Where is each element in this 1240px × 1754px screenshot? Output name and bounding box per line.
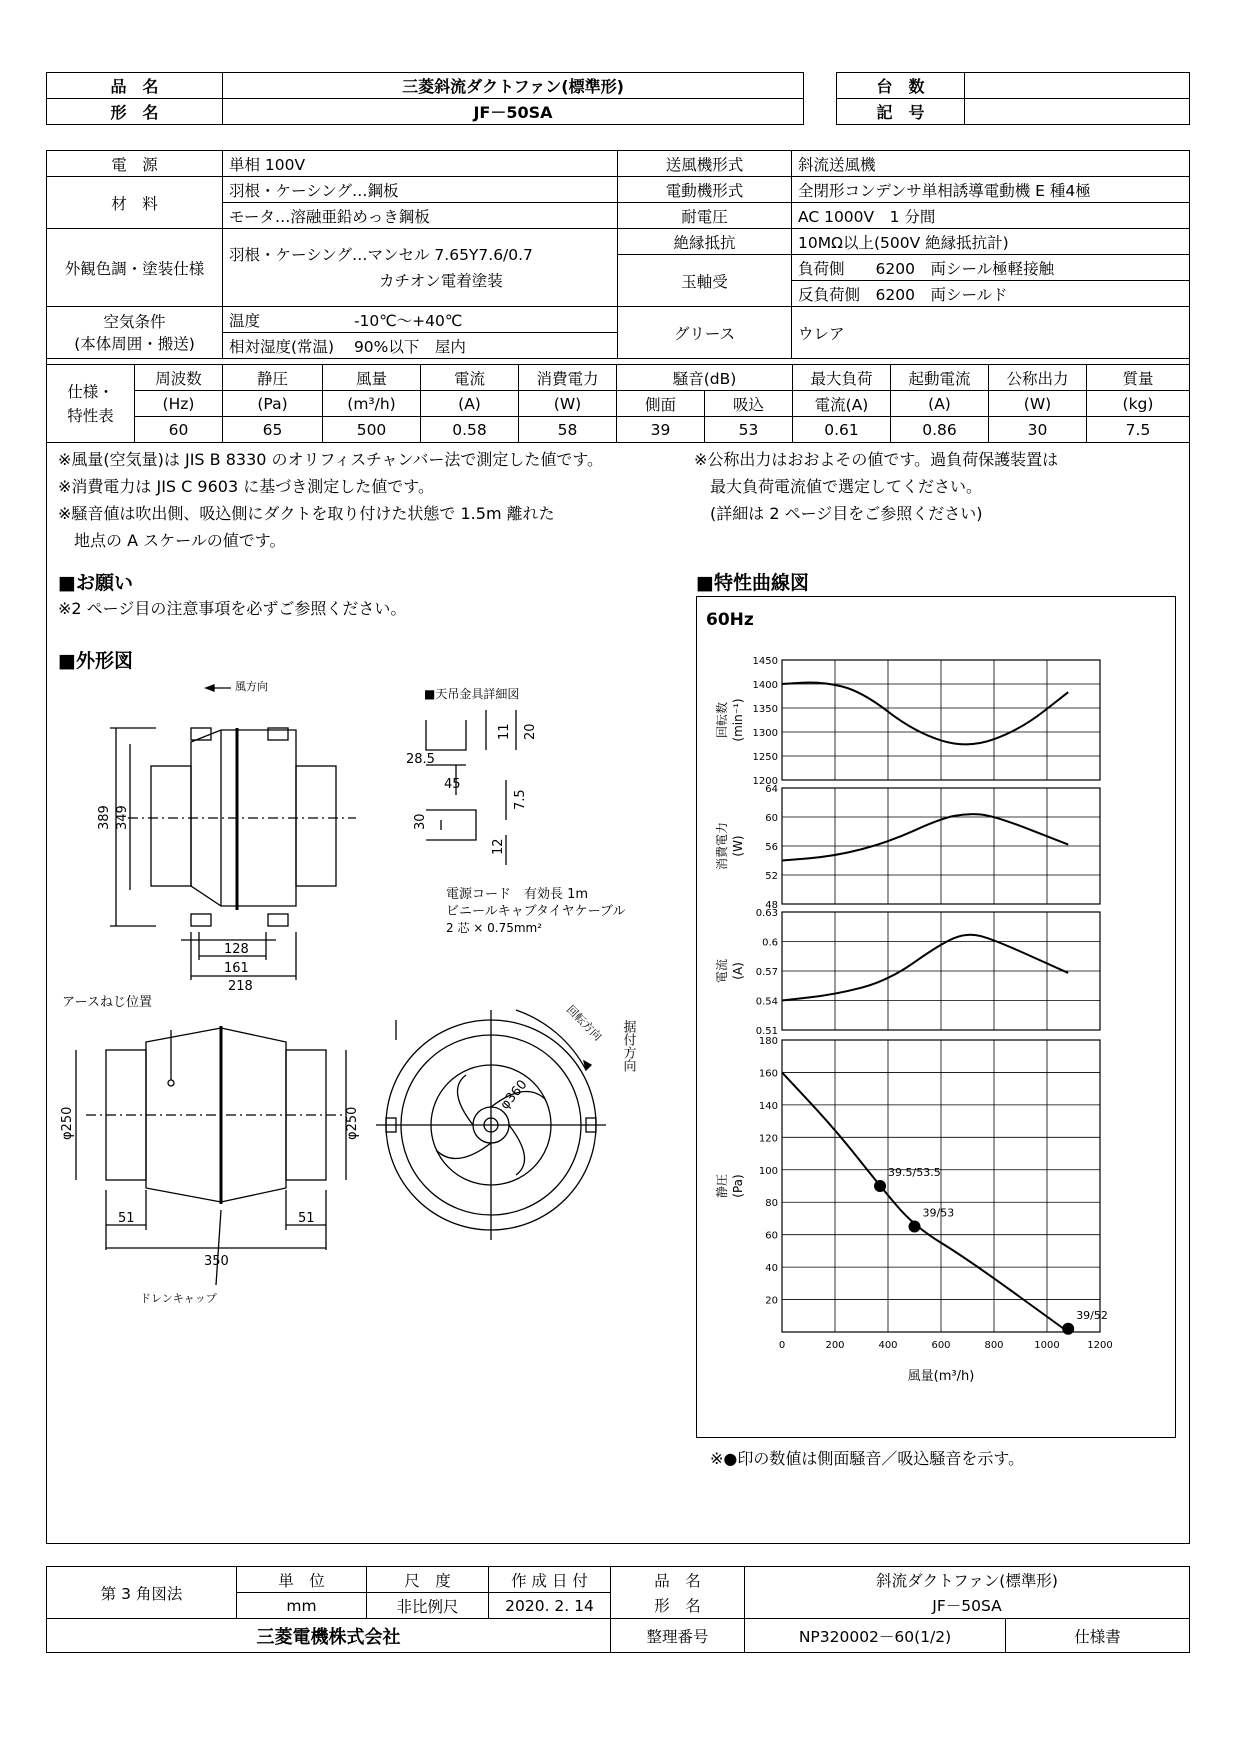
color-2: カチオン電着塗装	[379, 271, 503, 290]
hdr-startcurrent: 起動電流	[891, 365, 989, 391]
hdr-pressure: 静圧	[223, 365, 323, 391]
dim-51-right: 51	[298, 1211, 315, 1226]
series-line-電流	[782, 935, 1068, 1001]
motor-label: 電動機形式	[618, 177, 792, 203]
y-tick-label: 0.51	[755, 1026, 778, 1037]
note-right-3: (詳細は 2 ページ目をご参照ください)	[694, 504, 983, 523]
blower-label: 送風機形式	[618, 151, 792, 177]
air-label-1: 空気条件	[103, 312, 166, 331]
voltage-label: 耐電圧	[618, 203, 792, 229]
val-noise-intake: 53	[705, 417, 793, 443]
date-value: 2020. 2. 14	[489, 1593, 611, 1619]
y-tick-label: 40	[765, 1263, 778, 1275]
x-tick-label: 0	[778, 1340, 786, 1351]
val-noise-side: 39	[617, 417, 705, 443]
insulation-value: 10MΩ以上(500V 絶縁抵抗計)	[792, 229, 1190, 255]
power-label: 電 源	[47, 151, 223, 177]
dim-11: 11	[497, 723, 512, 740]
date-label: 作 成 日 付	[489, 1567, 611, 1593]
characteristics-table	[46, 364, 1190, 443]
cord-1: 電源コード 有効長 1m	[446, 887, 589, 902]
notes-left	[58, 446, 603, 554]
hdr-noise: 騒音(dB)	[617, 365, 793, 391]
y-tick-label: 1350	[752, 704, 778, 715]
y-tick-label: 0.57	[755, 967, 778, 978]
x-tick-label: 200	[825, 1340, 845, 1351]
x-tick-label: 600	[931, 1340, 951, 1351]
hdr-freq: 周波数	[135, 365, 223, 391]
dim-128: 128	[224, 942, 249, 957]
characteristic-chart	[696, 640, 1176, 1430]
y-tick-label: 48	[765, 900, 778, 911]
noise-point	[909, 1221, 921, 1233]
dim-350: 350	[204, 1254, 229, 1269]
val-maxcurrent: 0.61	[793, 417, 891, 443]
dim-30: 30	[413, 813, 428, 830]
y-tick-label: 1450	[752, 656, 778, 667]
hdr-maxcurrent: 最大負荷	[793, 365, 891, 391]
grease-label: グリース	[618, 307, 792, 359]
drain-cap-label: ドレンキャップ	[140, 1292, 217, 1305]
unit-mass: (kg)	[1087, 391, 1190, 417]
outline-title: ■外形図	[58, 650, 133, 672]
hdr-airflow: 風量	[323, 365, 421, 391]
series-line-回転数	[782, 683, 1068, 745]
model-label: 形 名	[47, 99, 223, 125]
unit-label: 単 位	[237, 1567, 367, 1593]
note-right-1: ※公称出力はおおよその値です。過負荷保護装置は	[694, 450, 1059, 469]
note-left-3: ※騒音値は吹出側、吸込側にダクトを取り付けた状態で 1.5m 離れた	[58, 504, 555, 523]
bearing-2: 反負荷側 6200 両シールド	[792, 281, 1190, 307]
y-tick-label: 0.6	[762, 937, 778, 949]
ref-value: NP320002－60(1/2)	[745, 1619, 1006, 1653]
power-value: 単相 100V	[223, 151, 618, 177]
y-tick-label: 160	[758, 1068, 778, 1080]
x-tick-label: 1200	[1087, 1340, 1113, 1351]
air-hum-value: 90%以下 屋内	[353, 337, 466, 356]
detail-title: ■天吊金具詳細図	[424, 687, 520, 701]
product-name-label: 品 名	[47, 73, 223, 99]
noise-point	[1062, 1323, 1074, 1335]
air-hum-label: 相対湿度(常温)	[229, 337, 335, 356]
note-left-4: 地点の A スケールの値です。	[58, 531, 286, 550]
rotation-label: 回転方向	[563, 1002, 605, 1044]
scale-value: 非比例尺	[367, 1593, 489, 1619]
unit-freq: (Hz)	[135, 391, 223, 417]
footer-name-value: 斜流ダクトファン(標準形)	[745, 1567, 1190, 1593]
y-axis-label: (A)	[731, 962, 745, 980]
y-axis-label: (min⁻¹)	[731, 698, 745, 742]
dim-12: 12	[491, 838, 506, 855]
note-left-1: ※風量(空気量)は JIS B 8330 のオリフィスチャンバー法で測定した値です。	[58, 450, 604, 469]
y-tick-label: 180	[758, 1036, 778, 1047]
y-axis-label: 回転数	[715, 701, 729, 739]
dim-phi250-left: φ250	[60, 1106, 75, 1140]
y-tick-label: 60	[765, 1230, 778, 1242]
val-mass: 7.5	[1087, 417, 1190, 443]
unit-maxcurrent: 電流(A)	[793, 391, 891, 417]
dim-218: 218	[228, 979, 253, 994]
footer-table	[46, 1566, 1190, 1653]
dim-phi250-right: φ250	[345, 1106, 360, 1140]
hdr-output: 公称出力	[989, 365, 1087, 391]
color-label: 外観色調・塗装仕様	[47, 229, 223, 307]
outline-drawing	[46, 670, 646, 1310]
color-1: 羽根・ケーシング…マンセル 7.65Y7.6/0.7	[229, 245, 533, 264]
unit-power: (W)	[519, 391, 617, 417]
val-output: 30	[989, 417, 1087, 443]
air-temp-label: 温度	[229, 311, 261, 330]
y-tick-label: 60	[765, 813, 778, 824]
unit-pressure: (Pa)	[223, 391, 323, 417]
y-axis-label: 静圧	[715, 1173, 729, 1199]
model-number: JF－50SA	[223, 99, 804, 125]
dim-phi360: φ360	[497, 1077, 531, 1113]
air-label-2: (本体周囲・搬送)	[74, 334, 195, 353]
spec-table	[46, 150, 1190, 359]
x-axis-label: 風量(m³/h)	[907, 1369, 975, 1384]
y-tick-label: 20	[765, 1295, 778, 1307]
ref-label: 整理番号	[611, 1619, 745, 1653]
val-current: 0.58	[421, 417, 519, 443]
y-axis-label: (W)	[731, 835, 745, 857]
doc-type: 仕様書	[1006, 1619, 1190, 1653]
noise-point-label: 39/53	[922, 1206, 955, 1220]
earth-screw-label: アースねじ位置	[62, 995, 152, 1010]
x-tick-label: 400	[878, 1340, 898, 1351]
noise-point	[874, 1180, 886, 1192]
hdr-current: 電流	[421, 365, 519, 391]
y-tick-label: 0.54	[755, 996, 778, 1008]
cord-2: ビニールキャブタイヤケーブル	[446, 904, 626, 919]
request-title: ■お願い	[58, 572, 133, 594]
qty-value	[965, 73, 1190, 99]
material-label: 材 料	[47, 177, 223, 229]
dim-349: 349	[115, 805, 130, 830]
mark-label: 記 号	[837, 99, 965, 125]
hdr-power: 消費電力	[519, 365, 617, 391]
company-name: 三菱電機株式会社	[47, 1619, 611, 1653]
dim-7-5: 7.5	[513, 789, 528, 810]
scale-label: 尺 度	[367, 1567, 489, 1593]
dim-161: 161	[224, 961, 249, 976]
val-freq: 60	[135, 417, 223, 443]
quantity-table	[836, 72, 1190, 125]
y-tick-label: 80	[765, 1198, 778, 1210]
mark-value	[965, 99, 1190, 125]
y-tick-label: 64	[765, 784, 778, 795]
grease-value: ウレア	[792, 307, 1190, 359]
bearing-1: 負荷側 6200 両シール極軽接触	[792, 255, 1190, 281]
y-axis-label: 消費電力	[715, 821, 729, 871]
header-table	[46, 72, 804, 125]
val-pressure: 65	[223, 417, 323, 443]
notes-right	[694, 446, 1058, 527]
insulation-label: 絶縁抵抗	[618, 229, 792, 255]
noise-point-label: 39.5/53.5	[888, 1166, 941, 1179]
blower-value: 斜流送風機	[792, 151, 1190, 177]
air-temp-value: -10℃～+40℃	[353, 311, 463, 330]
y-tick-label: 120	[758, 1133, 778, 1145]
x-tick-label: 1000	[1034, 1340, 1060, 1351]
note-right-2: 最大負荷電流値で選定してください。	[694, 477, 983, 496]
y-tick-label: 100	[758, 1165, 778, 1177]
val-startcurrent: 0.86	[891, 417, 989, 443]
unit-output: (W)	[989, 391, 1087, 417]
y-tick-label: 140	[758, 1100, 778, 1112]
unit-current: (A)	[421, 391, 519, 417]
material-1: 羽根・ケーシング…鋼板	[223, 177, 618, 203]
dim-28-5: 28.5	[406, 752, 435, 767]
qty-label: 台 数	[837, 73, 965, 99]
y-tick-label: 1300	[752, 728, 778, 739]
projection: 第 3 角図法	[47, 1567, 237, 1619]
noise-intake-label: 吸込	[705, 391, 793, 417]
x-tick-label: 800	[984, 1340, 1004, 1351]
y-axis-label: (Pa)	[731, 1174, 745, 1198]
y-tick-label: 52	[765, 871, 778, 882]
y-tick-label: 1400	[752, 680, 778, 691]
y-axis-label: 電流	[715, 958, 729, 984]
val-power: 58	[519, 417, 617, 443]
y-tick-label: 1250	[752, 752, 778, 763]
material-2: モータ…溶融亜鉛めっき鋼板	[223, 203, 618, 229]
note-left-2: ※消費電力は JIS C 9603 に基づき測定した値です。	[58, 477, 434, 496]
footer-model-label: 形 名	[611, 1593, 745, 1619]
dim-20: 20	[523, 723, 538, 740]
request-text: ※2 ページ目の注意事項を必ずご参照ください。	[58, 599, 407, 618]
val-airflow: 500	[323, 417, 421, 443]
chart-footnote: ※●印の数値は側面騒音／吸込騒音を示す。	[710, 1449, 1025, 1468]
y-tick-label: 0.63	[755, 908, 778, 919]
unit-value: mm	[237, 1593, 367, 1619]
bearing-label: 玉軸受	[618, 255, 792, 307]
noise-side-label: 側面	[617, 391, 705, 417]
noise-point-label: 39/52	[1076, 1308, 1108, 1322]
unit-airflow: (m³/h)	[323, 391, 421, 417]
char-row-label: 仕様・特性表	[67, 382, 114, 425]
dim-51-left: 51	[118, 1211, 135, 1226]
series-line-消費電力	[782, 814, 1068, 860]
chart-title: ■特性曲線図	[696, 572, 809, 594]
voltage-value: AC 1000V 1 分間	[792, 203, 1190, 229]
mount-direction-label: 据付方向	[620, 1020, 636, 1072]
cord-3: 2 芯 × 0.75mm²	[446, 921, 543, 935]
footer-model-value: JF－50SA	[745, 1593, 1190, 1619]
unit-startcurrent: (A)	[891, 391, 989, 417]
dim-45: 45	[444, 777, 461, 792]
chart-frequency: 60Hz	[706, 610, 754, 630]
air-direction-label: 風方向	[235, 680, 268, 693]
product-name: 三菱斜流ダクトファン(標準形)	[223, 73, 804, 99]
dim-389: 389	[97, 805, 112, 830]
y-tick-label: 1200	[752, 776, 778, 787]
y-tick-label: 56	[765, 842, 778, 853]
footer-name-label: 品 名	[611, 1567, 745, 1593]
hdr-mass: 質量	[1087, 365, 1190, 391]
motor-value: 全閉形コンデンサ単相誘導電動機 E 種4極	[792, 177, 1190, 203]
